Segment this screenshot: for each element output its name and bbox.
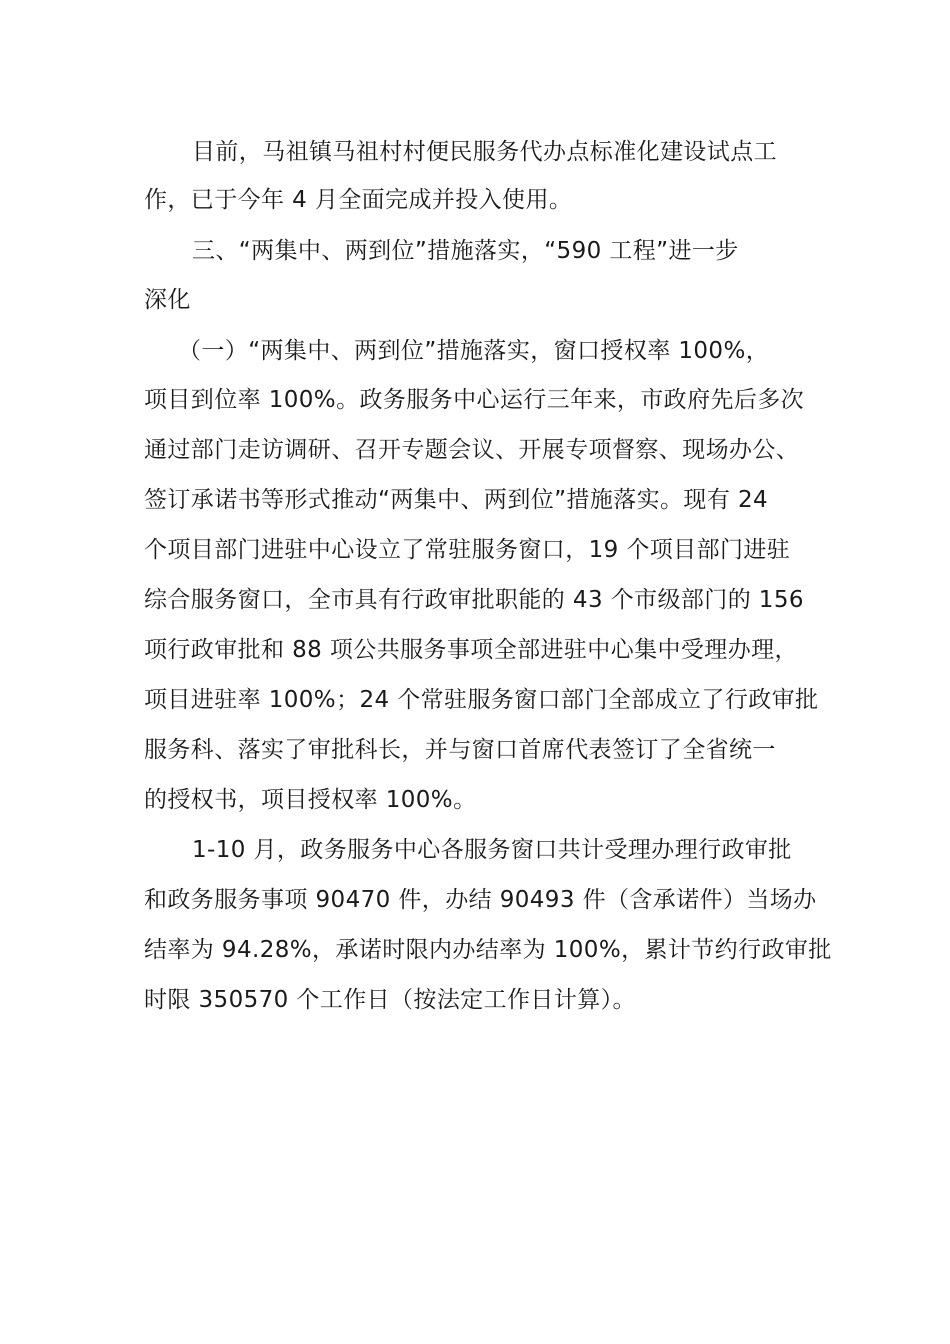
text-line: 时限 350570 个工作日（按法定工作日计算）。 xyxy=(144,987,636,1013)
text-line: 项行政审批和 88 项公共服务事项全部进驻中心集中受理办理， xyxy=(144,637,798,663)
text-line: 和政务服务事项 90470 件，办结 90493 件（含承诺件）当场办 xyxy=(144,887,817,913)
text-line: 通过部门走访调研、召开专题会议、开展专项督察、现场办公、 xyxy=(144,437,800,463)
subsection-heading-line: （一）“两集中、两到位”措施落实，窗口授权率 100%， xyxy=(178,338,770,364)
text-line: 的授权书，项目授权率 100%。 xyxy=(144,787,477,813)
text-line: 1-10 月，政务服务中心各服务窗口共计受理办理行政审批 xyxy=(192,837,792,863)
text-line: 结率为 94.28%，承诺时限内办结率为 100%，累计节约行政审批 xyxy=(144,937,832,963)
section-heading-line: 三、“两集中、两到位”措施落实，“590 工程”进一步 xyxy=(192,238,739,264)
section-heading-line: 深化 xyxy=(144,287,191,313)
text-line: 服务科、落实了审批科长，并与窗口首席代表签订了全省统一 xyxy=(144,737,776,763)
text-line: 作，已于今年 4 月全面完成并投入使用。 xyxy=(144,187,573,213)
text-line: 项目到位率 100%。政务服务中心运行三年来，市政府先后多次 xyxy=(144,387,805,413)
text-line: 个项目部门进驻中心设立了常驻服务窗口，19 个项目部门进驻 xyxy=(144,537,791,563)
text-line: 目前，马祖镇马祖村村便民服务代办点标准化建设试点工 xyxy=(192,139,777,165)
text-line: 综合服务窗口，全市具有行政审批职能的 43 个市级部门的 156 xyxy=(144,587,804,613)
text-line: 签订承诺书等形式推动“两集中、两到位”措施落实。现有 24 xyxy=(144,487,769,513)
text-line: 项目进驻率 100%；24 个常驻服务窗口部门全部成立了行政审批 xyxy=(144,687,819,713)
